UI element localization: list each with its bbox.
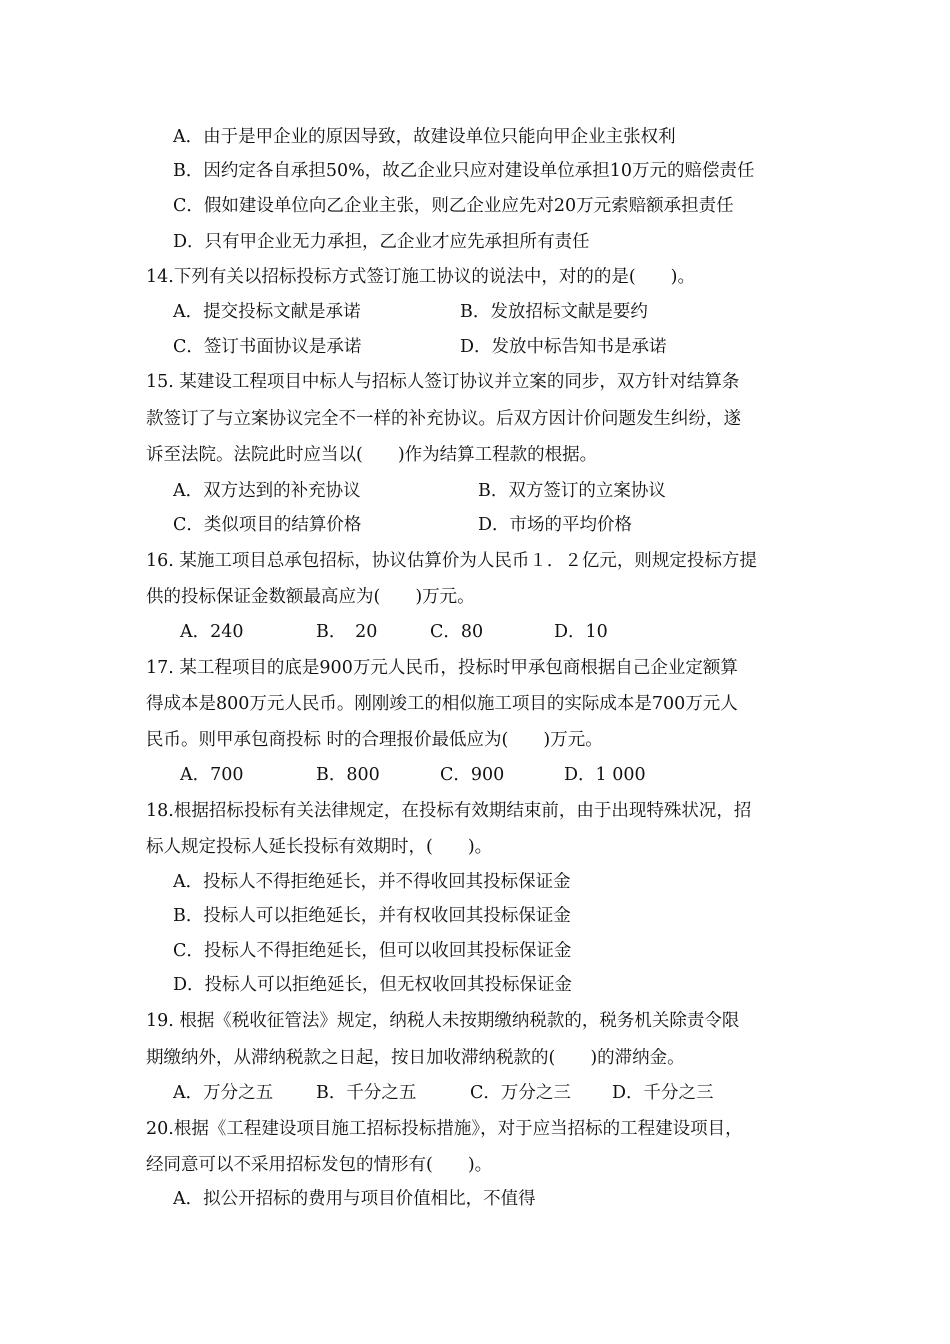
q14-stem: 14.下列有关以招标投标方式签订施工协议的说法中，对的的是( )。	[146, 267, 695, 287]
q15-stem-line2: 款签订了与立案协议完全不一样的补充协议。后双方因计价问题发生纠纷，遂	[146, 409, 741, 429]
q13-option-a: A．由于是甲企业的原因导致，故建设单位只能向甲企业主张权利	[173, 127, 676, 147]
q19-number: 19.	[146, 1011, 174, 1031]
q15-option-b: B．双方签订的立案协议	[478, 481, 666, 501]
q13-option-b: B．因约定各自承担50%，故乙企业只应对建设单位承担10万元的赔偿责任	[173, 161, 755, 181]
q16-option-b: B． 20	[316, 622, 378, 642]
q16-stem-line2: 供的投标保证金数额最高应为( )万元。	[146, 587, 475, 607]
q17-stem-line3: 民币。则甲承包商投标 时的合理报价最低应为( )万元。	[146, 730, 603, 750]
q17-number: 17.	[146, 658, 174, 678]
q17-option-a: A．700	[180, 765, 244, 785]
q16-stem-line1	[146, 549, 757, 573]
q18-stem-line1: 18.根据招标投标有关法律规定，在投标有效期结束前，由于出现特殊状况，招	[146, 801, 752, 821]
q19-option-d: D．千分之三	[612, 1083, 714, 1103]
q19-stem-line2: 期缴纳外，从滞纳税款之日起，按日加收滞纳税款的( )的滞纳金。	[146, 1048, 685, 1068]
q18-option-b: B．投标人可以拒绝延长，并有权收回其投标保证金	[173, 906, 571, 926]
q20-stem-line1: 20.根据《工程建设项目施工招标投标措施》，对于应当招标的工程建设项目，	[146, 1119, 743, 1139]
q15-number: 15.	[146, 372, 174, 392]
q19-stem-text: 根据《税收征管法》规定，纳税人未按期缴纳税款的，税务机关除责令限	[179, 1011, 740, 1031]
q17-option-b: B．800	[316, 765, 380, 785]
q13-option-d: D．只有甲企业无力承担，乙企业才应先承担所有责任	[173, 232, 590, 252]
q19-stem-line1	[146, 1009, 739, 1033]
q14-option-b: B．发放招标文献是要约	[460, 302, 648, 322]
q19-option-c: C．万分之三	[470, 1083, 571, 1103]
q15-stem-line3: 诉至法院。法院此时应当以( )作为结算工程款的根据。	[146, 445, 598, 465]
q17-stem-line2: 得成本是800万元人民币。刚刚竣工的相似施工项目的实际成本是700万元人	[146, 694, 738, 714]
q17-option-c: C．900	[440, 765, 505, 785]
q15-stem-line1	[146, 370, 739, 394]
q19-option-a: A．万分之五	[173, 1083, 274, 1103]
q19-option-b: B．千分之五	[316, 1083, 417, 1103]
q16-option-d: D．10	[554, 622, 608, 642]
q15-stem-text: 某建设工程项目中标人与招标人签订协议并立案的同步，双方针对结算条	[179, 372, 740, 392]
q14-option-c: C．签订书面协议是承诺	[173, 337, 362, 357]
q13-option-c: C．假如建设单位向乙企业主张，则乙企业应先对20万元索赔额承担责任	[173, 196, 734, 216]
q18-option-d: D．投标人可以拒绝延长，但无权收回其投标保证金	[173, 975, 573, 995]
q15-option-c: C．类似项目的结算价格	[173, 515, 362, 535]
q18-option-c: C．投标人不得拒绝延长，但可以收回其投标保证金	[173, 941, 572, 961]
q16-option-a: A．240	[180, 622, 244, 642]
q16-option-c: C．80	[430, 622, 484, 642]
q18-option-a: A．投标人不得拒绝延长，并不得收回其投标保证金	[173, 872, 571, 892]
q16-number: 16.	[146, 551, 174, 571]
q15-option-a: A．双方达到的补充协议	[173, 481, 361, 501]
q20-option-a: A．拟公开招标的费用与项目价值相比，不值得	[173, 1189, 536, 1209]
q20-stem-line2: 经同意可以不采用招标发包的情形有( )。	[146, 1155, 493, 1175]
q18-stem-line2: 标人规定投标人延长投标有效期时，( )。	[146, 837, 493, 857]
q17-stem-text: 某工程项目的底是900万元人民币，投标时甲承包商根据自己企业定额算	[179, 658, 738, 678]
q16-stem-text: 某施工项目总承包招标，协议估算价为人民币１．２亿元，则规定投标方提	[179, 551, 757, 571]
q15-option-d: D．市场的平均价格	[478, 515, 633, 535]
q14-option-a: A．提交投标文献是承诺	[173, 302, 361, 322]
q14-option-d: D．发放中标告知书是承诺	[460, 337, 667, 357]
q17-stem-line1	[146, 656, 738, 680]
q17-option-d: D．1 000	[564, 765, 646, 785]
